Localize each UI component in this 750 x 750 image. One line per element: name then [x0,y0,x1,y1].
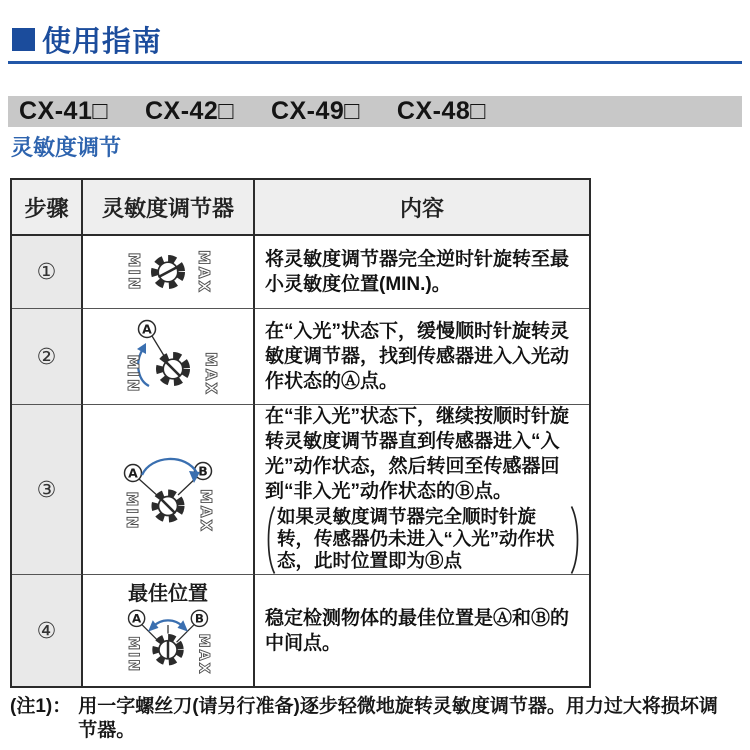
max-label: MAX [195,249,213,295]
optimum-position-label: 最佳位置 [128,583,208,605]
model-cx42: CX-42□ [144,97,234,125]
page-subtitle: 灵敏度调节 [11,135,122,160]
min-label: MIN [123,490,141,531]
section-title-text: 使用指南 [42,26,163,58]
section-heading [12,19,162,60]
point-b-label: B [198,463,208,478]
col-header-step: 步骤 [12,180,83,236]
model-banner [8,96,742,127]
col-header-content: 内容 [255,180,589,236]
model-cx41: CX-41□ [19,97,108,125]
dial-knob-optimum-icon [93,606,243,684]
sensitivity-table [10,178,591,688]
max-label: MAX [202,351,220,396]
max-label: MAX [195,633,212,676]
step4-instruction: 稳定检测物体的最佳位置是Ⓐ和Ⓑ的中间点。 [265,607,570,654]
right-paren-icon [570,505,581,575]
blue-square-icon [12,28,35,51]
step2-instruction: 在“入光”状态下，缓慢顺时针旋转灵敏度调节器，找到传感器进入入光动作状态的Ⓐ点。 [265,321,570,392]
min-label: MIN [125,635,141,674]
step-badge-2: ② [12,309,83,405]
dial-knob-ab-icon [93,442,243,538]
max-label: MAX [197,488,215,533]
dial-diagram-4 [83,575,255,686]
dial-diagram-2 [83,309,255,405]
step1-instruction: 将灵敏度调节器完全逆时针旋转至最小灵敏度位置(MIN.)。 [265,249,570,295]
dial-diagram-1 [83,236,255,309]
min-label: MIN [125,252,143,292]
step3-instruction: 在“非入光”状态下，继续按顺时针旋转灵敏度调节器直到传感器进入“入光”动作状态，然后转回至传感器回到“非入光”动作状态的Ⓑ点。 [265,406,570,502]
footnote-label: (注1)： [10,696,72,717]
footnote [10,695,736,743]
content-cell-1 [255,236,589,309]
model-cx48: CX-48□ [396,97,486,125]
step-badge-3: ③ [12,405,83,575]
content-cell-4 [255,575,589,686]
parenthetical-note [265,505,581,575]
point-b-label: B [194,611,204,626]
content-cell-2 [255,309,589,405]
point-a-label: A [128,465,138,480]
point-a-label: A [142,321,152,336]
point-a-label: A [132,611,142,626]
dial-knob-a-icon [93,312,243,402]
step3-paren-text: 如果灵敏度调节器完全顺时针旋转，传感器仍未进入“入光”动作状态，此时位置即为Ⓑ点 [277,506,555,571]
left-paren-icon [265,505,276,575]
col-header-adjuster: 灵敏度调节器 [83,180,255,236]
step-badge-1: ① [12,236,83,309]
dial-diagram-3 [83,405,255,575]
dial-knob-icon [93,239,243,305]
footnote-text: 用一字螺丝刀(请另行准备)逐步轻微地旋转灵敏度调节器。用力过大将损坏调节器。 [78,696,718,741]
step-badge-4: ④ [12,575,83,686]
model-cx49: CX-49□ [270,97,360,125]
min-label: MIN [124,353,142,394]
section-divider [8,61,742,64]
content-cell-3 [255,405,589,575]
